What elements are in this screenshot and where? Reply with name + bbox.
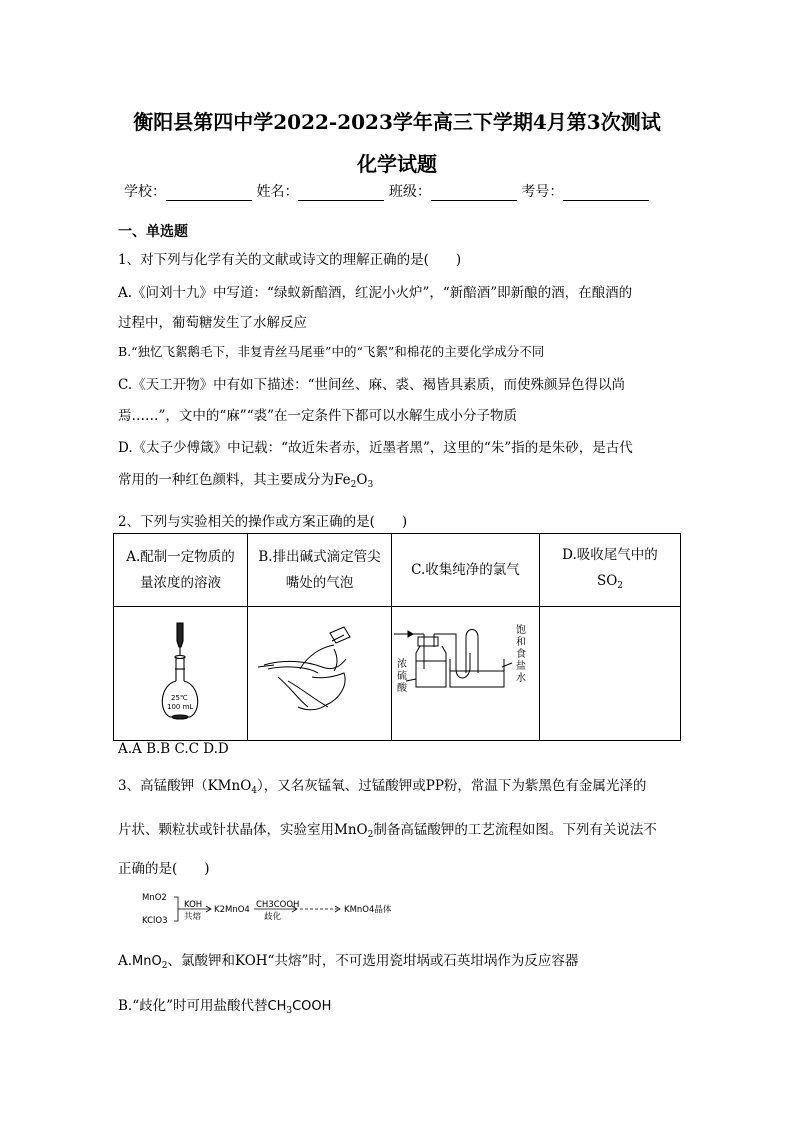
q1-option-a-line2: 过程中，葡萄糖发生了水解反应	[118, 315, 307, 331]
q1-option-c-line1: C.《天工开物》中有如下描述：“世间丝、麻、裘、褐皆具素质，而使殊颜异色得以尚	[118, 377, 626, 393]
svg-text:和: 和	[516, 637, 526, 648]
q1-option-a-line1: A.《问刘十九》中写道：“绿蚁新醅酒，红泥小火炉”，“新醅酒”即新酿的酒，在酿酒的	[118, 285, 633, 301]
q2-answer-options: A.A B.B C.C D.D	[118, 741, 229, 757]
name-blank	[298, 186, 384, 201]
svg-text:硫: 硫	[397, 671, 407, 682]
svg-text:KClO3: KClO3	[142, 916, 168, 926]
q2-cell-a: A.配制一定物质的 量浓度的溶液	[114, 534, 248, 607]
q2-options-table	[113, 533, 681, 741]
svg-text:CH3COOH: CH3COOH	[256, 900, 300, 910]
q2-cell-c: C.收集纯净的氯气	[392, 534, 540, 607]
q3-stem-line2: 片状、颗粒状或针状晶体，实验室用MnO$_2$制备高锰酸钾的工艺流程如图。下列有关说法不	[118, 822, 657, 840]
svg-text:KMnO4晶体: KMnO4晶体	[344, 905, 392, 915]
name-label: 姓名：	[256, 184, 299, 200]
chlorine-collection-figure	[392, 607, 539, 731]
exam-number-label: 考号：	[521, 184, 564, 200]
burette-hand-figure	[248, 607, 391, 731]
q2-cell-d: D.吸收尾气中的 $SO_2$	[540, 534, 681, 607]
svg-text:共熔: 共熔	[184, 912, 202, 922]
svg-text:MnO2: MnO2	[142, 893, 167, 903]
class-blank	[431, 186, 517, 201]
svg-text:饱: 饱	[516, 625, 526, 636]
svg-text:食: 食	[516, 649, 526, 660]
q1-option-d-line2: 常用的一种红色颜料，其主要成分为$Fe_2O_3$	[118, 472, 374, 490]
q2-stem: 2、下列与实验相关的操作或方案正确的是( )	[118, 514, 408, 530]
svg-text:盐: 盐	[516, 661, 526, 672]
q1-option-c-line2: 焉……”，文中的“麻”“裘”在一定条件下都可以水解生成小分子物质	[118, 408, 518, 424]
student-info-row	[124, 181, 649, 201]
q2-cell-b: B.排出碱式滴定管尖 嘴处的气泡	[248, 534, 392, 607]
svg-text:25℃: 25℃	[171, 694, 188, 702]
exam-number-blank	[563, 186, 649, 201]
q2-image-b	[248, 607, 392, 741]
svg-text:水: 水	[516, 673, 526, 684]
section-heading: 一、单选题	[118, 224, 188, 240]
svg-text:KOH: KOH	[184, 900, 203, 910]
svg-text:浓: 浓	[397, 659, 407, 670]
q3-stem-line3: 正确的是( )	[118, 861, 210, 877]
svg-text:100 mL: 100 mL	[167, 703, 194, 711]
q1-option-b: B.“独忆飞絮鹅毛下，非复青丝马尾垂”中的“飞絮”和棉花的主要化学成分不同	[118, 344, 545, 359]
q3-option-b: B.“歧化”时可用盐酸代替$CH_3COOH$	[118, 998, 332, 1016]
school-blank	[166, 186, 252, 201]
q3-process-flow	[140, 890, 410, 926]
q3-option-a: A.MnO$_2$、氯酸钾和KOH“共熔”时，不可选用瓷坩埚或石英坩埚作为反应容器	[118, 953, 579, 971]
svg-text:K2MnO4: K2MnO4	[214, 905, 250, 915]
q1-option-d-line1: D.《太子少傅箴》中记载：“故近朱者赤，近墨者黑”，这里的“朱”指的是朱砂，是古代	[118, 440, 633, 456]
svg-text:歧化: 歧化	[264, 912, 282, 922]
svg-text:酸: 酸	[397, 683, 407, 694]
q1-stem: 1、对下列与化学有关的文献或诗文的理解正确的是( )	[118, 252, 462, 268]
q2-image-a	[114, 607, 248, 741]
q2-image-d	[540, 607, 681, 741]
q3-stem-line1: 3、高锰酸钾（KMnO$_4$），又名灰锰氧、过锰酸钾或PP粉，常温下为紫黑色有金属光泽的	[118, 778, 647, 796]
page-title: 衡阳县第四中学2022-2023学年高三下学期4月第3次测试	[133, 110, 661, 134]
page-subtitle: 化学试题	[357, 152, 437, 176]
volumetric-flask-figure	[114, 607, 247, 731]
class-label: 班级：	[388, 184, 431, 200]
school-label: 学校：	[124, 184, 166, 200]
q2-image-c	[392, 607, 540, 741]
